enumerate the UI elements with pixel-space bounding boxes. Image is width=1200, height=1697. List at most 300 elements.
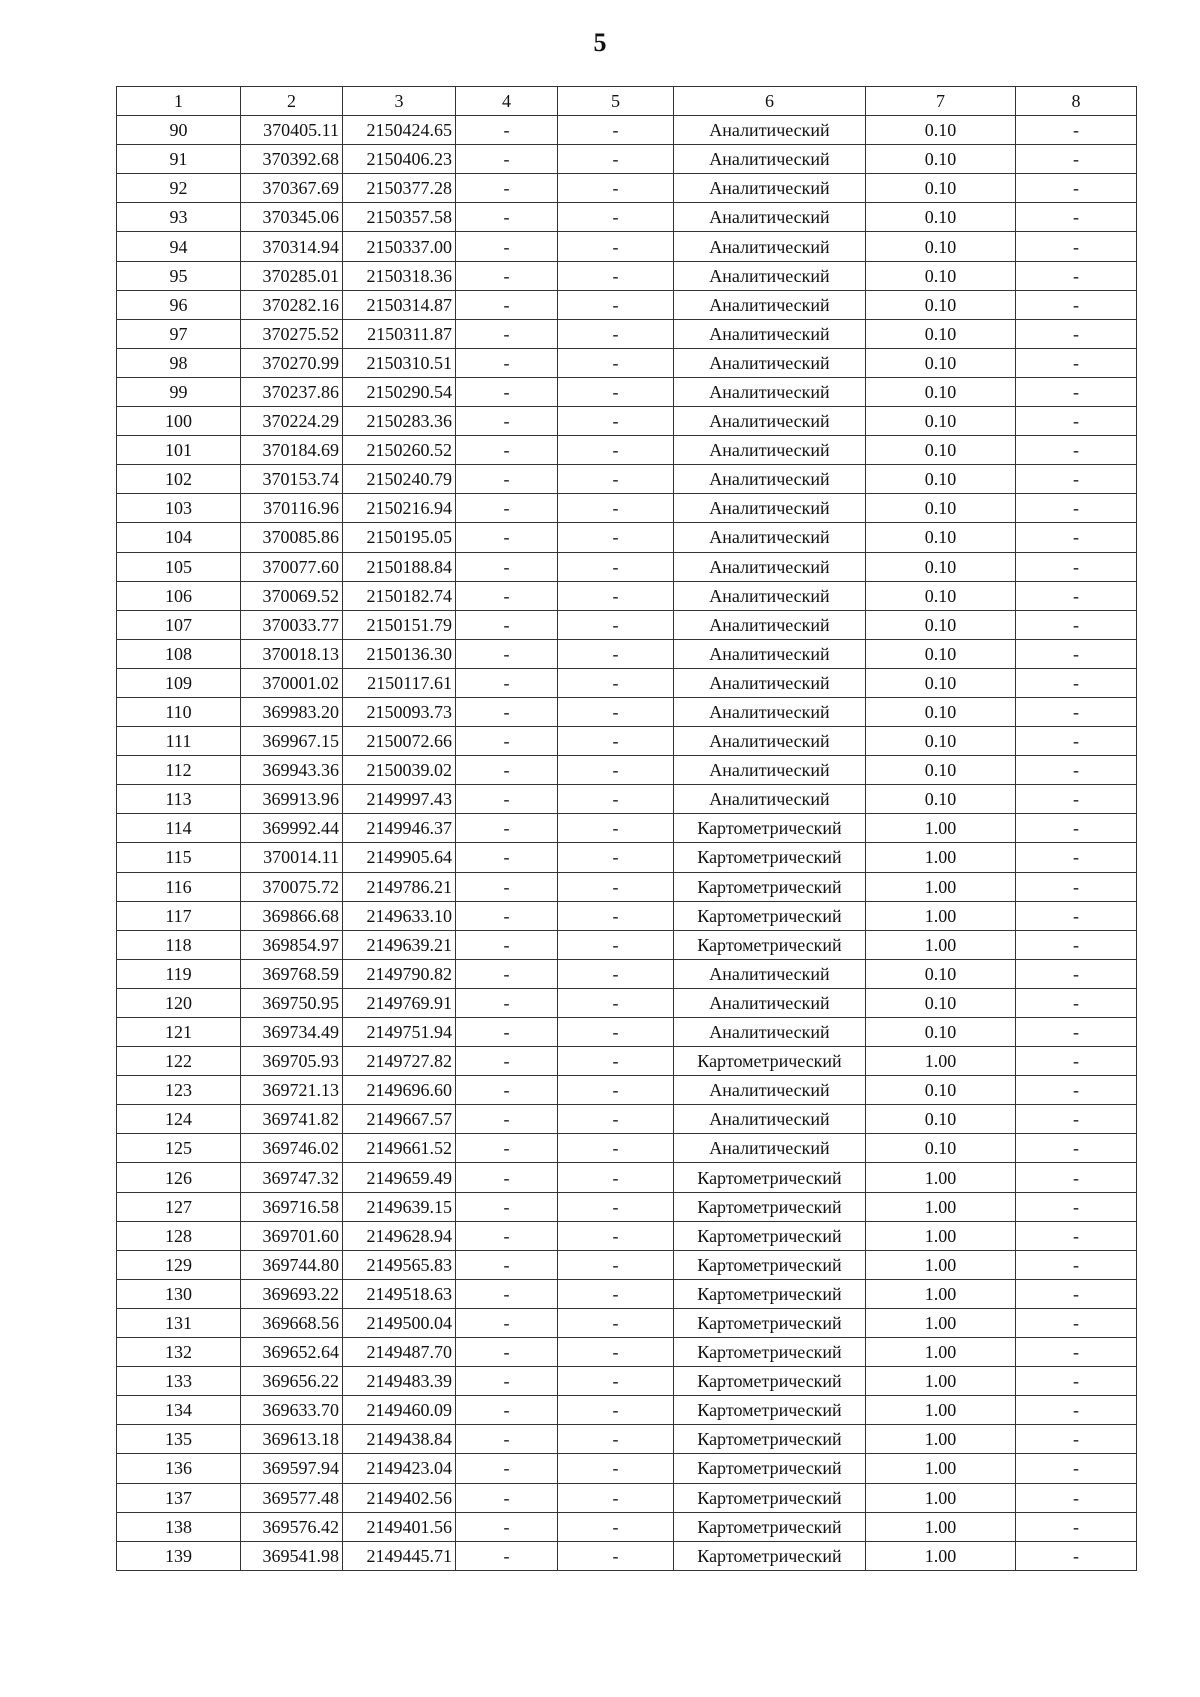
table-cell-col-2: 369705.93 — [241, 1047, 343, 1076]
table-cell-col-7: 0.10 — [866, 727, 1016, 756]
table-cell-col-4: - — [456, 1541, 558, 1570]
table-cell-col-2: 369866.68 — [241, 901, 343, 930]
table-cell-col-6: Аналитический — [674, 203, 866, 232]
table-cell-col-4: - — [456, 1134, 558, 1163]
table-row — [117, 261, 1137, 290]
table-cell-col-3: 2150337.00 — [343, 232, 456, 261]
table-cell-col-1: 123 — [117, 1076, 241, 1105]
table-cell-col-4: - — [456, 1192, 558, 1221]
table-cell-col-8: - — [1016, 436, 1137, 465]
table-cell-col-4: - — [456, 988, 558, 1017]
table-cell-col-4: - — [456, 1076, 558, 1105]
table-cell-col-6: Картометрический — [674, 1454, 866, 1483]
table-row — [117, 610, 1137, 639]
table-cell-col-1: 92 — [117, 174, 241, 203]
table-cell-col-1: 122 — [117, 1047, 241, 1076]
table-cell-col-4: - — [456, 872, 558, 901]
table-cell-col-1: 102 — [117, 465, 241, 494]
table-cell-col-8: - — [1016, 756, 1137, 785]
table-row — [117, 1018, 1137, 1047]
table-row — [117, 697, 1137, 726]
table-row — [117, 1483, 1137, 1512]
table-cell-col-8: - — [1016, 1250, 1137, 1279]
table-cell-col-7: 0.10 — [866, 610, 1016, 639]
table-cell-col-1: 104 — [117, 523, 241, 552]
table-cell-col-5: - — [558, 523, 674, 552]
table-cell-col-6: Аналитический — [674, 785, 866, 814]
table-cell-col-6: Аналитический — [674, 494, 866, 523]
table-cell-col-4: - — [456, 1047, 558, 1076]
table-cell-col-7: 0.10 — [866, 697, 1016, 726]
table-cell-col-6: Аналитический — [674, 1134, 866, 1163]
table-cell-col-5: - — [558, 610, 674, 639]
table-cell-col-6: Аналитический — [674, 523, 866, 552]
table-row — [117, 1192, 1137, 1221]
table-cell-col-5: - — [558, 174, 674, 203]
table-cell-col-8: - — [1016, 1308, 1137, 1337]
table-cell-col-1: 124 — [117, 1105, 241, 1134]
page-number: 5 — [593, 28, 607, 57]
table-cell-col-8: - — [1016, 901, 1137, 930]
table-cell-col-5: - — [558, 552, 674, 581]
table-cell-col-2: 369750.95 — [241, 988, 343, 1017]
table-cell-col-8: - — [1016, 1512, 1137, 1541]
table-cell-col-4: - — [456, 1338, 558, 1367]
table-cell-col-5: - — [558, 203, 674, 232]
table-cell-col-3: 2149696.60 — [343, 1076, 456, 1105]
table-cell-col-5: - — [558, 145, 674, 174]
table-cell-col-1: 120 — [117, 988, 241, 1017]
table-cell-col-6: Аналитический — [674, 988, 866, 1017]
table-row — [117, 552, 1137, 581]
table-cell-col-4: - — [456, 348, 558, 377]
table-cell-col-8: - — [1016, 1425, 1137, 1454]
table-row — [117, 1396, 1137, 1425]
table-row — [117, 727, 1137, 756]
table-cell-col-2: 369747.32 — [241, 1163, 343, 1192]
table-cell-col-8: - — [1016, 959, 1137, 988]
table-cell-col-7: 0.10 — [866, 1076, 1016, 1105]
table-cell-col-5: - — [558, 1541, 674, 1570]
table-cell-col-4: - — [456, 756, 558, 785]
table-cell-col-7: 0.10 — [866, 1018, 1016, 1047]
table-cell-col-3: 2150283.36 — [343, 407, 456, 436]
table-cell-col-5: - — [558, 639, 674, 668]
table-cell-col-5: - — [558, 1163, 674, 1192]
table-cell-col-3: 2150311.87 — [343, 319, 456, 348]
table-cell-col-1: 127 — [117, 1192, 241, 1221]
column-header-1: 1 — [117, 87, 241, 116]
table-cell-col-1: 101 — [117, 436, 241, 465]
table-cell-col-4: - — [456, 610, 558, 639]
table-cell-col-8: - — [1016, 814, 1137, 843]
table-cell-col-1: 109 — [117, 668, 241, 697]
table-cell-col-1: 98 — [117, 348, 241, 377]
table-cell-col-4: - — [456, 785, 558, 814]
table-row — [117, 436, 1137, 465]
table-cell-col-2: 370018.13 — [241, 639, 343, 668]
table-cell-col-5: - — [558, 1250, 674, 1279]
table-cell-col-6: Картометрический — [674, 1338, 866, 1367]
table-cell-col-6: Аналитический — [674, 290, 866, 319]
table-cell-col-1: 118 — [117, 930, 241, 959]
table-cell-col-6: Аналитический — [674, 174, 866, 203]
table-cell-col-2: 369576.42 — [241, 1512, 343, 1541]
table-cell-col-7: 0.10 — [866, 988, 1016, 1017]
table-cell-col-2: 369541.98 — [241, 1541, 343, 1570]
table-cell-col-3: 2149401.56 — [343, 1512, 456, 1541]
table-cell-col-8: - — [1016, 872, 1137, 901]
table-cell-col-2: 370392.68 — [241, 145, 343, 174]
table-cell-col-5: - — [558, 727, 674, 756]
table-cell-col-1: 139 — [117, 1541, 241, 1570]
table-cell-col-2: 369597.94 — [241, 1454, 343, 1483]
table-cell-col-7: 1.00 — [866, 843, 1016, 872]
table-row — [117, 377, 1137, 406]
table-cell-col-3: 2150093.73 — [343, 697, 456, 726]
table-cell-col-1: 100 — [117, 407, 241, 436]
table-cell-col-1: 99 — [117, 377, 241, 406]
table-cell-col-5: - — [558, 785, 674, 814]
table-cell-col-1: 90 — [117, 116, 241, 145]
table-cell-col-3: 2150310.51 — [343, 348, 456, 377]
table-cell-col-2: 369744.80 — [241, 1250, 343, 1279]
table-cell-col-4: - — [456, 290, 558, 319]
table-cell-col-7: 0.10 — [866, 756, 1016, 785]
table-cell-col-3: 2149500.04 — [343, 1308, 456, 1337]
table-row — [117, 1367, 1137, 1396]
table-cell-col-5: - — [558, 290, 674, 319]
table-cell-col-7: 1.00 — [866, 1512, 1016, 1541]
table-cell-col-2: 370069.52 — [241, 581, 343, 610]
table-cell-col-1: 114 — [117, 814, 241, 843]
table-cell-col-5: - — [558, 319, 674, 348]
table-row — [117, 1338, 1137, 1367]
table-cell-col-8: - — [1016, 930, 1137, 959]
table-cell-col-1: 108 — [117, 639, 241, 668]
table-cell-col-7: 1.00 — [866, 1221, 1016, 1250]
table-row — [117, 814, 1137, 843]
table-row — [117, 523, 1137, 552]
table-cell-col-6: Аналитический — [674, 959, 866, 988]
table-cell-col-8: - — [1016, 1076, 1137, 1105]
table-cell-col-6: Картометрический — [674, 930, 866, 959]
table-cell-col-1: 132 — [117, 1338, 241, 1367]
table-cell-col-2: 370153.74 — [241, 465, 343, 494]
table-row — [117, 639, 1137, 668]
table-cell-col-4: - — [456, 843, 558, 872]
table-row — [117, 1250, 1137, 1279]
table-row — [117, 1279, 1137, 1308]
column-header-2: 2 — [241, 87, 343, 116]
table-cell-col-8: - — [1016, 232, 1137, 261]
table-cell-col-8: - — [1016, 523, 1137, 552]
table-cell-col-7: 0.10 — [866, 261, 1016, 290]
table-row — [117, 1308, 1137, 1337]
table-cell-col-7: 1.00 — [866, 901, 1016, 930]
table-cell-col-2: 369577.48 — [241, 1483, 343, 1512]
table-cell-col-4: - — [456, 1512, 558, 1541]
table-cell-col-2: 370075.72 — [241, 872, 343, 901]
table-cell-col-6: Картометрический — [674, 1221, 866, 1250]
table-cell-col-3: 2150039.02 — [343, 756, 456, 785]
table-cell-col-5: - — [558, 348, 674, 377]
table-cell-col-2: 369746.02 — [241, 1134, 343, 1163]
table-cell-col-3: 2149639.15 — [343, 1192, 456, 1221]
table-cell-col-2: 370285.01 — [241, 261, 343, 290]
table-row — [117, 116, 1137, 145]
table-row — [117, 1163, 1137, 1192]
table-cell-col-6: Картометрический — [674, 901, 866, 930]
column-header-4: 4 — [456, 87, 558, 116]
table-cell-col-3: 2150377.28 — [343, 174, 456, 203]
table-row — [117, 901, 1137, 930]
table-cell-col-8: - — [1016, 843, 1137, 872]
table-cell-col-4: - — [456, 523, 558, 552]
table-cell-col-1: 113 — [117, 785, 241, 814]
table-cell-col-4: - — [456, 465, 558, 494]
table-cell-col-8: - — [1016, 348, 1137, 377]
table-cell-col-3: 2149483.39 — [343, 1367, 456, 1396]
table-cell-col-6: Картометрический — [674, 814, 866, 843]
table-cell-col-8: - — [1016, 610, 1137, 639]
table-cell-col-7: 1.00 — [866, 1279, 1016, 1308]
table-cell-col-5: - — [558, 1396, 674, 1425]
table-cell-col-2: 369721.13 — [241, 1076, 343, 1105]
table-cell-col-5: - — [558, 1512, 674, 1541]
table-cell-col-7: 1.00 — [866, 1454, 1016, 1483]
table-cell-col-7: 0.10 — [866, 465, 1016, 494]
table-cell-col-2: 370224.29 — [241, 407, 343, 436]
table-cell-col-3: 2150072.66 — [343, 727, 456, 756]
table-cell-col-4: - — [456, 814, 558, 843]
table-cell-col-1: 94 — [117, 232, 241, 261]
table-cell-col-7: 1.00 — [866, 1192, 1016, 1221]
table-cell-col-2: 370367.69 — [241, 174, 343, 203]
table-cell-col-6: Аналитический — [674, 697, 866, 726]
table-row — [117, 581, 1137, 610]
table-cell-col-6: Аналитический — [674, 348, 866, 377]
table-cell-col-1: 129 — [117, 1250, 241, 1279]
table-cell-col-5: - — [558, 232, 674, 261]
table-cell-col-7: 1.00 — [866, 814, 1016, 843]
table-cell-col-2: 370270.99 — [241, 348, 343, 377]
table-cell-col-3: 2149445.71 — [343, 1541, 456, 1570]
table-cell-col-4: - — [456, 727, 558, 756]
table-cell-col-7: 0.10 — [866, 785, 1016, 814]
table-cell-col-7: 0.10 — [866, 552, 1016, 581]
table-row — [117, 1076, 1137, 1105]
table-row — [117, 145, 1137, 174]
table-cell-col-1: 128 — [117, 1221, 241, 1250]
table-cell-col-8: - — [1016, 552, 1137, 581]
column-header-3: 3 — [343, 87, 456, 116]
table-cell-col-7: 1.00 — [866, 872, 1016, 901]
table-cell-col-3: 2150318.36 — [343, 261, 456, 290]
table-cell-col-6: Картометрический — [674, 1279, 866, 1308]
table-cell-col-2: 370077.60 — [241, 552, 343, 581]
table-cell-col-5: - — [558, 1338, 674, 1367]
table-cell-col-8: - — [1016, 697, 1137, 726]
table-cell-col-5: - — [558, 901, 674, 930]
table-cell-col-7: 0.10 — [866, 668, 1016, 697]
table-cell-col-6: Картометрический — [674, 1250, 866, 1279]
table-cell-col-4: - — [456, 1105, 558, 1134]
table-row — [117, 1541, 1137, 1570]
table-row — [117, 756, 1137, 785]
column-header-7: 7 — [866, 87, 1016, 116]
table-cell-col-2: 369943.36 — [241, 756, 343, 785]
table-cell-col-1: 117 — [117, 901, 241, 930]
table-cell-col-7: 1.00 — [866, 1425, 1016, 1454]
table-cell-col-8: - — [1016, 1105, 1137, 1134]
table-cell-col-7: 1.00 — [866, 930, 1016, 959]
table-cell-col-2: 369652.64 — [241, 1338, 343, 1367]
table-cell-col-8: - — [1016, 290, 1137, 319]
table-cell-col-4: - — [456, 261, 558, 290]
table-row — [117, 1454, 1137, 1483]
table-cell-col-8: - — [1016, 1338, 1137, 1367]
table-cell-col-1: 133 — [117, 1367, 241, 1396]
table-cell-col-6: Картометрический — [674, 1163, 866, 1192]
table-cell-col-8: - — [1016, 1279, 1137, 1308]
table-cell-col-6: Картометрический — [674, 1512, 866, 1541]
table-cell-col-8: - — [1016, 1454, 1137, 1483]
table-cell-col-5: - — [558, 1076, 674, 1105]
table-cell-col-2: 370237.86 — [241, 377, 343, 406]
table-cell-col-2: 370184.69 — [241, 436, 343, 465]
table-cell-col-2: 369913.96 — [241, 785, 343, 814]
table-cell-col-6: Картометрический — [674, 1047, 866, 1076]
table-cell-col-3: 2149790.82 — [343, 959, 456, 988]
table-cell-col-2: 369613.18 — [241, 1425, 343, 1454]
table-cell-col-5: - — [558, 1425, 674, 1454]
table-cell-col-4: - — [456, 1425, 558, 1454]
table-row — [117, 843, 1137, 872]
table-cell-col-3: 2149633.10 — [343, 901, 456, 930]
table-cell-col-5: - — [558, 1221, 674, 1250]
table-cell-col-5: - — [558, 261, 674, 290]
table-row — [117, 872, 1137, 901]
table-cell-col-1: 111 — [117, 727, 241, 756]
table-cell-col-6: Картометрический — [674, 1541, 866, 1570]
table-cell-col-2: 370345.06 — [241, 203, 343, 232]
table-cell-col-6: Аналитический — [674, 552, 866, 581]
table-cell-col-7: 1.00 — [866, 1483, 1016, 1512]
table-row — [117, 1105, 1137, 1134]
table-cell-col-1: 91 — [117, 145, 241, 174]
table-cell-col-6: Картометрический — [674, 1367, 866, 1396]
table-cell-col-1: 105 — [117, 552, 241, 581]
table-cell-col-4: - — [456, 1163, 558, 1192]
table-cell-col-4: - — [456, 1454, 558, 1483]
table-cell-col-6: Аналитический — [674, 407, 866, 436]
table-cell-col-3: 2149905.64 — [343, 843, 456, 872]
table-cell-col-5: - — [558, 1192, 674, 1221]
table-cell-col-8: - — [1016, 377, 1137, 406]
table-cell-col-1: 126 — [117, 1163, 241, 1192]
table-cell-col-3: 2149518.63 — [343, 1279, 456, 1308]
table-cell-col-2: 370085.86 — [241, 523, 343, 552]
table-cell-col-1: 107 — [117, 610, 241, 639]
table-cell-col-3: 2149661.52 — [343, 1134, 456, 1163]
table-row — [117, 1221, 1137, 1250]
table-cell-col-6: Аналитический — [674, 145, 866, 174]
table-cell-col-3: 2149402.56 — [343, 1483, 456, 1512]
table-cell-col-8: - — [1016, 174, 1137, 203]
table-cell-col-7: 1.00 — [866, 1367, 1016, 1396]
table-cell-col-8: - — [1016, 1396, 1137, 1425]
table-cell-col-4: - — [456, 436, 558, 465]
table-cell-col-3: 2149487.70 — [343, 1338, 456, 1367]
table-body — [117, 116, 1137, 1571]
table-cell-col-4: - — [456, 901, 558, 930]
table-row — [117, 1425, 1137, 1454]
table-cell-col-1: 131 — [117, 1308, 241, 1337]
table-cell-col-3: 2150290.54 — [343, 377, 456, 406]
table-cell-col-3: 2150216.94 — [343, 494, 456, 523]
table-cell-col-4: - — [456, 639, 558, 668]
table-cell-col-4: - — [456, 203, 558, 232]
table-cell-col-2: 369741.82 — [241, 1105, 343, 1134]
table-cell-col-8: - — [1016, 668, 1137, 697]
table-cell-col-8: - — [1016, 581, 1137, 610]
table-cell-col-4: - — [456, 1279, 558, 1308]
table-cell-col-6: Аналитический — [674, 319, 866, 348]
table-row — [117, 319, 1137, 348]
table-cell-col-5: - — [558, 116, 674, 145]
table-row — [117, 348, 1137, 377]
table-cell-col-5: - — [558, 1047, 674, 1076]
table-cell-col-2: 370314.94 — [241, 232, 343, 261]
table-cell-col-3: 2149639.21 — [343, 930, 456, 959]
table-cell-col-3: 2149423.04 — [343, 1454, 456, 1483]
table-cell-col-7: 0.10 — [866, 145, 1016, 174]
table-cell-col-1: 112 — [117, 756, 241, 785]
table-cell-col-4: - — [456, 930, 558, 959]
table-cell-col-8: - — [1016, 988, 1137, 1017]
table-cell-col-7: 0.10 — [866, 348, 1016, 377]
table-cell-col-4: - — [456, 1483, 558, 1512]
table-cell-col-4: - — [456, 581, 558, 610]
table-cell-col-5: - — [558, 494, 674, 523]
table-cell-col-6: Аналитический — [674, 1105, 866, 1134]
table-cell-col-2: 369992.44 — [241, 814, 343, 843]
table-cell-col-2: 370001.02 — [241, 668, 343, 697]
table-cell-col-8: - — [1016, 1541, 1137, 1570]
table-cell-col-3: 2150117.61 — [343, 668, 456, 697]
table-cell-col-8: - — [1016, 1047, 1137, 1076]
table-cell-col-3: 2149727.82 — [343, 1047, 456, 1076]
table-cell-col-7: 0.10 — [866, 116, 1016, 145]
table-cell-col-2: 369656.22 — [241, 1367, 343, 1396]
table-cell-col-3: 2149946.37 — [343, 814, 456, 843]
table-cell-col-1: 110 — [117, 697, 241, 726]
table-row — [117, 203, 1137, 232]
table-cell-col-6: Аналитический — [674, 727, 866, 756]
table-cell-col-3: 2150260.52 — [343, 436, 456, 465]
table-cell-col-6: Картометрический — [674, 1192, 866, 1221]
table-cell-col-7: 0.10 — [866, 290, 1016, 319]
table-cell-col-2: 369716.58 — [241, 1192, 343, 1221]
table-cell-col-5: - — [558, 581, 674, 610]
table-cell-col-6: Картометрический — [674, 843, 866, 872]
table-cell-col-7: 0.10 — [866, 581, 1016, 610]
table-row — [117, 465, 1137, 494]
table-cell-col-5: - — [558, 377, 674, 406]
table-cell-col-8: - — [1016, 1192, 1137, 1221]
table-cell-col-3: 2150136.30 — [343, 639, 456, 668]
